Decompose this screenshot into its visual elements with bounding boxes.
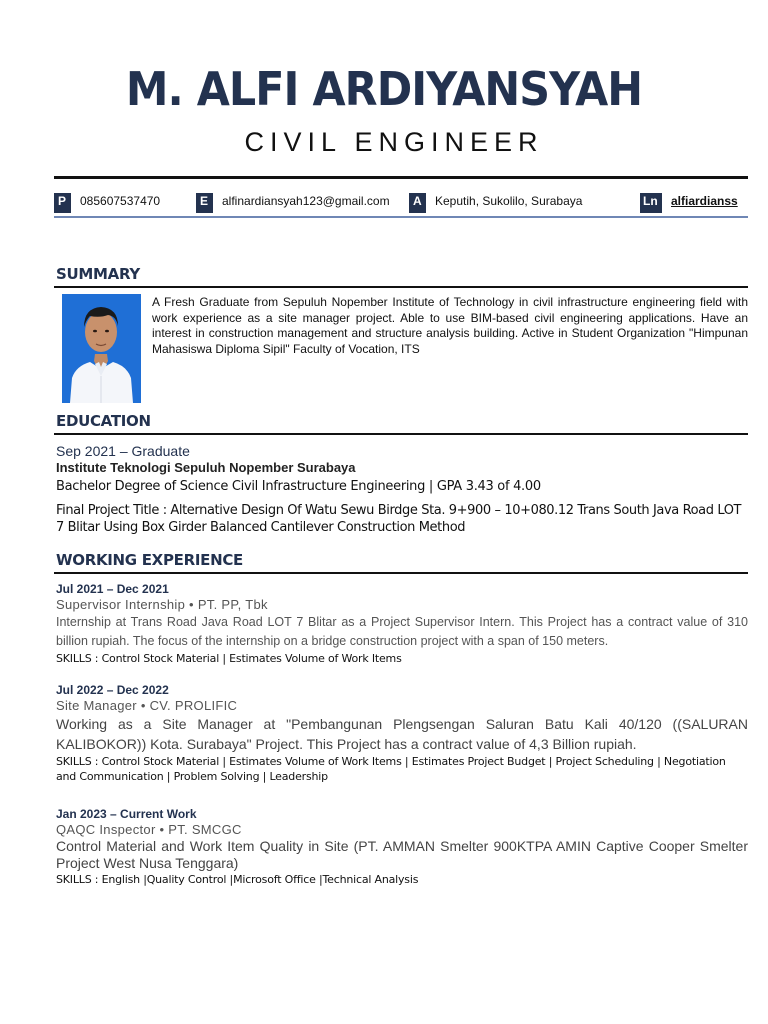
phone-tag: P <box>54 193 71 213</box>
linkedin-tag: Ln <box>640 193 662 213</box>
contact-address <box>409 193 582 213</box>
email-value[interactable]: alfinardiansyah123@gmail.com <box>222 194 390 208</box>
address-tag: A <box>409 193 426 213</box>
job-period: Jan 2023 – Current Work <box>56 807 197 821</box>
job-period: Jul 2021 – Dec 2021 <box>56 582 169 596</box>
candidate-role: CIVIL ENGINEER <box>244 127 544 157</box>
education-divider <box>54 433 748 435</box>
experience-heading: WORKING EXPERIENCE <box>56 551 243 569</box>
education-school: Institute Teknologi Sepuluh Nopember Surabaya <box>56 460 356 475</box>
linkedin-link[interactable]: alfiardianss <box>671 194 738 208</box>
summary-heading: SUMMARY <box>56 265 140 283</box>
job-skills: SKILLS : Control Stock Material | Estimates Volume of Work Items | Estimates Project Budget | Project Scheduling | Negotiation and Communication | Problem Solving | Leadership <box>56 755 726 783</box>
education-degree: Bachelor Degree of Science Civil Infrastructure Engineering | GPA 3.43 of 4.00 <box>56 479 541 494</box>
profile-photo <box>62 294 141 403</box>
education-heading: EDUCATION <box>56 412 151 430</box>
summary-text: A Fresh Graduate from Sepuluh Nopember Institute of Technology in civil infrastructure engineering field with work experience as a site manager project. Able to use BIM-based civil engineering applications. Have an interest in construction management and structure analysis building. Active in Student Organization "Himpunan Mahasiswa Diploma Sipil" Faculty of Vocation, ITS <box>152 295 748 356</box>
address-value: Keputih, Sukolilo, Surabaya <box>435 194 583 208</box>
contact-linkedin <box>640 193 738 213</box>
phone-value: 085607537470 <box>80 194 161 208</box>
contact-phone <box>54 193 160 213</box>
contact-divider <box>54 216 748 218</box>
summary-divider <box>54 286 748 288</box>
job-title: Supervisor Internship • PT. PP, Tbk <box>56 597 268 612</box>
job-description: Internship at Trans Road Java Road LOT 7 Blitar as a Project Supervisor Intern. This Project has a contract value of 310 billion rupiah. The focus of the internship on a bridge construction project with a span of 150 meters. <box>56 615 748 648</box>
job-title: QAQC Inspector • PT. SMCGC <box>56 822 242 837</box>
education-date: Sep 2021 – Graduate <box>56 443 190 459</box>
header-divider <box>54 176 748 179</box>
experience-divider <box>54 572 748 574</box>
education-final-project: Final Project Title : Alternative Design Of Watu Sewu Birdge Sta. 9+900 – 10+080.12 Trans South Java Road LOT 7 Blitar Using Box Girder Balanced Cantilever Construction Method <box>56 503 742 535</box>
job-skills: SKILLS : English |Quality Control |Microsoft Office |Technical Analysis <box>56 873 419 886</box>
job-entry <box>56 683 748 784</box>
job-entry <box>56 582 748 666</box>
job-title: Site Manager • CV. PROLIFIC <box>56 698 238 713</box>
job-description: Control Material and Work Item Quality in Site (PT. AMMAN Smelter 900KTPA AMIN Captive Cooper Smelter Project West Nusa Tenggara) <box>56 838 748 871</box>
contact-email <box>196 193 390 213</box>
contact-bar <box>54 193 748 213</box>
candidate-name: M. ALFI ARDIYANSYAH <box>125 62 643 116</box>
profile-photo-image <box>62 294 141 403</box>
job-entry <box>56 807 748 887</box>
job-description: Working as a Site Manager at "Pembangunan Plengsengan Saluran Batu Kali 40/120 ((SALURAN KALIBOKOR)) Kota. Surabaya" Project. This Project has a contract value of 4,3 Billion rupiah. <box>56 716 748 752</box>
email-tag: E <box>196 193 213 213</box>
job-skills: SKILLS : Control Stock Material | Estimates Volume of Work Items <box>56 652 402 665</box>
job-period: Jul 2022 – Dec 2022 <box>56 683 169 697</box>
